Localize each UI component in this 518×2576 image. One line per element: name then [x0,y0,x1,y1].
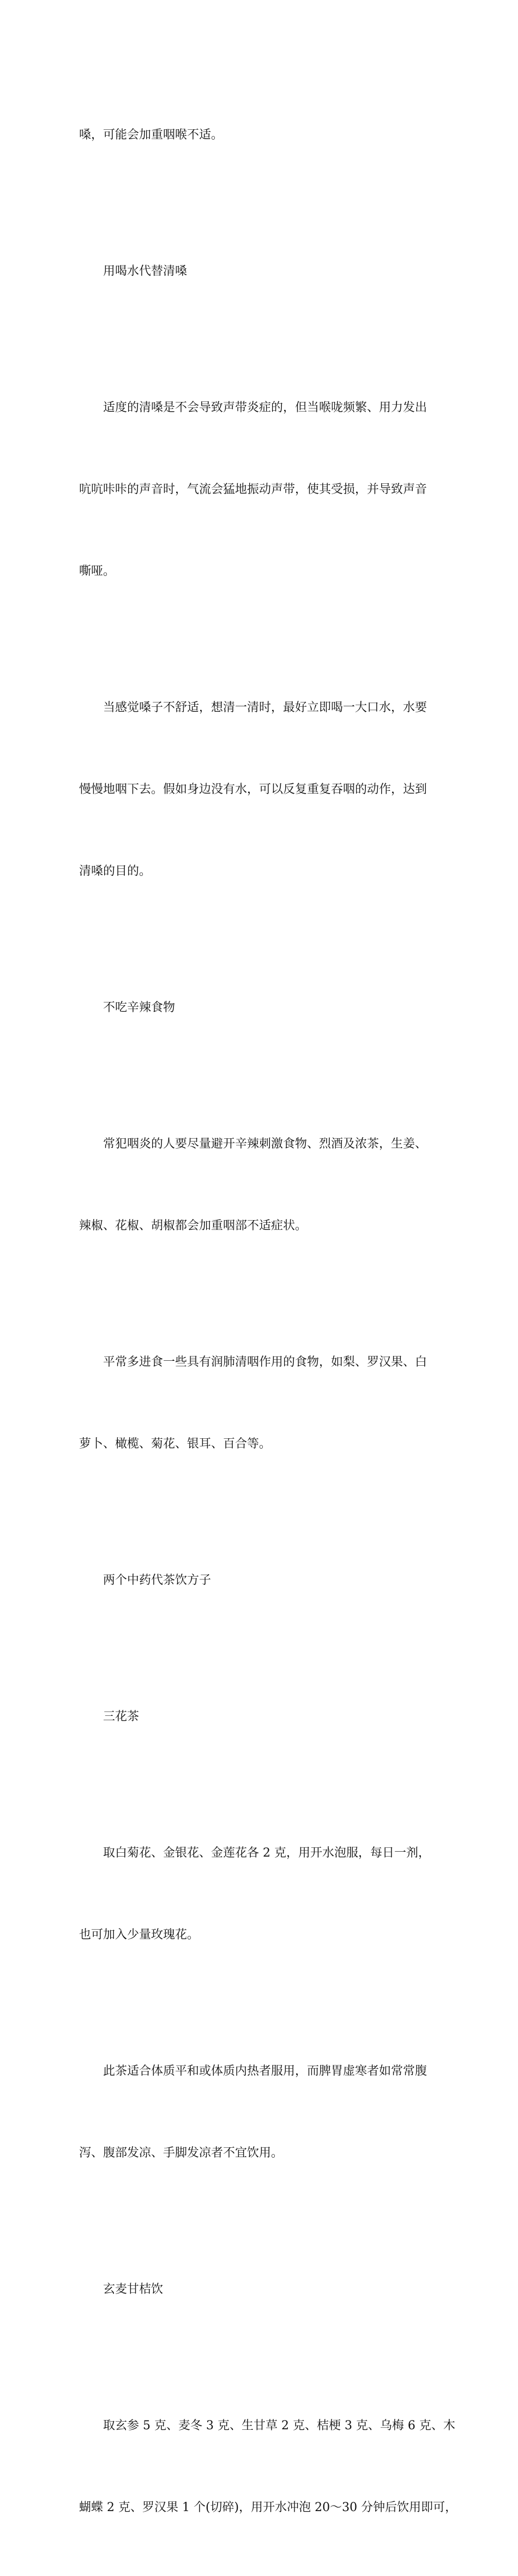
paragraph-three-flower-recipe [79,1785,450,2003]
text-line: 嘶哑。 [79,565,116,578]
paragraph-throat-clearing [79,340,450,640]
text-line: 取玄参 5 克、麦冬 3 克、生甘草 2 克、桔梗 3 克、乌梅 6 克、木 [103,2419,455,2433]
section-heading-spicy [79,940,450,1076]
paragraph-drink-water [79,640,450,940]
text-line: 适度的清嗓是不会导致声带炎症的，但当喉咙频繁、用力发出 [103,401,427,415]
text-line: 两个中药代茶饮方子 [103,1574,212,1587]
subheading-three-flower-tea [79,1649,450,1785]
paragraph-moistening-foods [79,1294,450,1512]
text-line: 嗓，可能会加重咽喉不适。 [79,128,224,142]
paragraph-xuanmai-recipe [79,2358,457,2576]
text-line: 当感觉嗓子不舒适，想清一清时，最好立即喝一大口水，水要 [103,701,427,714]
text-line: 慢慢地咽下去。假如身边没有水，可以反复重复吞咽的动作，达到 [79,783,427,796]
section-heading-water [79,203,450,340]
text-line: 三花茶 [103,1710,140,1724]
paragraph-three-flower-caution [79,2003,450,2221]
text-line: 吭吭咔咔的声音时，气流会猛地振动声带，使其受损，并导致声音 [79,483,427,496]
text-line: 取白菊花、金银花、金莲花各 2 克，用开水泡服，每日一剂， [103,1846,430,1860]
text-line: 平常多进食一些具有润肺清咽作用的食物，如梨、罗汉果、白 [103,1355,427,1369]
text-line: 也可加入少量玫瑰花。 [79,1928,200,1942]
paragraph-avoid-spicy [79,1076,450,1294]
text-line: 用喝水代替清嗓 [103,265,188,278]
section-heading-herbal-teas [79,1512,450,1649]
text-line: 此茶适合体质平和或体质内热者服用，而脾胃虚寒者如常常腹 [103,2064,427,2078]
text-line: 萝卜、橄榄、菊花、银耳、百合等。 [79,1437,272,1451]
document-body [79,67,457,2576]
text-line: 不吃辛辣食物 [103,1001,176,1014]
text-line: 常犯咽炎的人要尽量避开辛辣刺激食物、烈酒及浓茶，生姜、 [103,1137,427,1151]
paragraph-continuation [79,67,450,203]
text-line: 蝴蝶 2 克、罗汉果 1 个(切碎)，用开水冲泡 20～30 分钟后饮用即可， [79,2501,457,2514]
text-line: 清嗓的目的。 [79,864,152,878]
subheading-xuanmai-drink [79,2221,450,2358]
text-line: 泻、腹部发凉、手脚发凉者不宜饮用。 [79,2146,284,2160]
text-line: 辣椒、花椒、胡椒都会加重咽部不适症状。 [79,1219,308,1233]
text-line: 玄麦甘桔饮 [103,2283,164,2296]
